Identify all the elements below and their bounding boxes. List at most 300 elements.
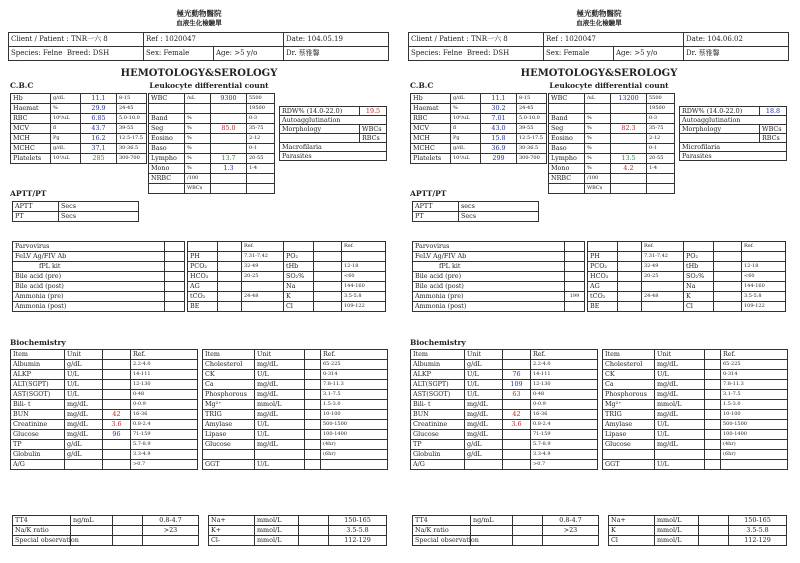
blood-gas-cell: tCO₂ xyxy=(188,292,218,302)
elec-cell: mmol/L xyxy=(655,526,699,536)
column-header xyxy=(684,242,714,252)
test-unit: g/dL xyxy=(465,450,503,460)
test-name: Seg xyxy=(549,124,585,134)
test-name: Glucose xyxy=(11,430,65,440)
column-header xyxy=(305,350,321,360)
blood-gas-cell: 32-49 xyxy=(242,262,284,272)
elec-row xyxy=(209,516,387,526)
morph-wbcs: WBCs xyxy=(760,125,787,134)
test-unit: mmol/L xyxy=(255,400,305,410)
column-header: Unit xyxy=(465,350,503,360)
test-value xyxy=(305,450,321,460)
test-ref: 14-111 xyxy=(131,370,198,380)
test-value xyxy=(611,174,647,184)
serology-value xyxy=(565,302,585,312)
test-value xyxy=(705,380,721,390)
test-unit: /uL xyxy=(585,94,611,104)
column-header: Unit xyxy=(65,350,103,360)
test-name: TP xyxy=(11,440,65,450)
rdw-value: 19.5 xyxy=(360,107,387,116)
test-value xyxy=(305,420,321,430)
test-name: ALKP xyxy=(11,370,65,380)
test-unit: Pg xyxy=(51,134,81,144)
elec-cell: Na+ xyxy=(609,516,655,526)
biochem-row xyxy=(603,390,788,400)
blood-gas-cell xyxy=(714,262,742,272)
cbc-row xyxy=(411,134,547,144)
blood-gas-cell: BE xyxy=(588,302,618,312)
test-value xyxy=(611,144,647,154)
cbc-row xyxy=(411,154,547,164)
serology-test: Bile acid (pre) xyxy=(13,272,165,282)
test-ref: 5.0-10.0 xyxy=(517,114,547,124)
test-unit: Pg xyxy=(451,134,481,144)
test-name: Lympho xyxy=(149,154,185,164)
leuko-row xyxy=(149,184,275,194)
biochem-row xyxy=(603,360,788,370)
test-value xyxy=(103,370,131,380)
biochem-left-table xyxy=(10,349,198,470)
table-header xyxy=(603,350,788,360)
test-name: Platelets xyxy=(411,154,451,164)
biochem-row xyxy=(203,360,388,370)
aptt-label: APTT xyxy=(413,202,459,212)
column-header: Unit xyxy=(255,350,305,360)
morph-rbcs: RBCs xyxy=(760,134,787,143)
blood-gas-row xyxy=(188,302,386,312)
test-name: Platelets xyxy=(11,154,51,164)
biochem-row xyxy=(203,400,388,410)
elec-cell: Cl xyxy=(609,536,655,546)
serology-row xyxy=(13,302,185,312)
biochem-row xyxy=(603,380,788,390)
serology-row xyxy=(13,252,185,262)
blood-gas-cell: tHb xyxy=(284,262,314,272)
test-value xyxy=(305,430,321,440)
test-ref: >0.7 xyxy=(131,460,198,470)
test-ref: 5500 xyxy=(647,94,675,104)
test-name: Ca xyxy=(203,380,255,390)
aptt-table xyxy=(12,201,139,222)
tt4-cell xyxy=(113,526,143,536)
test-ref: 12-130 xyxy=(531,380,598,390)
blood-gas-cell xyxy=(714,282,742,292)
blood-gas-cell xyxy=(242,302,284,312)
column-header: Ref. xyxy=(342,242,386,252)
rdw-value: 18.8 xyxy=(760,107,787,116)
elec-cell: mmol/L xyxy=(255,536,299,546)
elec-cell: mmol/L xyxy=(255,516,299,526)
test-name: AST(SGOT) xyxy=(411,390,465,400)
blood-gas-cell: SO₂% xyxy=(284,272,314,282)
test-value xyxy=(705,460,721,470)
blood-gas-cell: 3.5-5.8 xyxy=(742,292,786,302)
test-unit: 10⁶/uL xyxy=(51,114,81,124)
serology-row xyxy=(413,302,585,312)
blood-gas-cell: 24-48 xyxy=(242,292,284,302)
test-unit: fl xyxy=(451,124,481,134)
test-unit: mg/dL xyxy=(655,440,705,450)
test-unit: g/dL xyxy=(451,94,481,104)
test-name xyxy=(549,104,585,114)
test-unit: U/L xyxy=(65,380,103,390)
test-ref: (4hr) xyxy=(721,440,788,450)
test-value xyxy=(305,400,321,410)
test-value: 36.9 xyxy=(481,144,517,154)
test-ref: 24-45 xyxy=(517,104,547,114)
test-unit: /100 xyxy=(585,174,611,184)
test-value: 37.1 xyxy=(81,144,117,154)
biochem-right-table xyxy=(202,349,388,470)
test-value: 15.8 xyxy=(481,134,517,144)
test-value: 11.1 xyxy=(481,94,517,104)
test-unit: /uL xyxy=(185,94,211,104)
test-unit: % xyxy=(185,144,211,154)
test-value: 43.7 xyxy=(81,124,117,134)
section-title: HEMOTOLOGY&SEROLOGY xyxy=(120,68,278,79)
test-name: BUN xyxy=(411,410,465,420)
section-title: HEMOTOLOGY&SEROLOGY xyxy=(520,68,678,79)
report-date: Date: 104.05.19 xyxy=(284,33,389,47)
blood-gas-table xyxy=(187,241,386,312)
test-value xyxy=(705,360,721,370)
biochemistry-title: Biochemistry xyxy=(10,338,66,347)
leuko-row xyxy=(149,154,275,164)
test-ref: 5.7-8.9 xyxy=(531,440,598,450)
test-ref: 19500 xyxy=(647,104,675,114)
test-value: 3.6 xyxy=(103,420,131,430)
test-unit xyxy=(465,460,503,470)
cbc-row xyxy=(11,114,147,124)
test-value xyxy=(103,360,131,370)
test-name: ALT(SGPT) xyxy=(411,380,465,390)
column-header xyxy=(705,350,721,360)
pt-unit: Secs xyxy=(459,212,539,222)
blood-gas-cell xyxy=(218,272,242,282)
test-unit xyxy=(585,104,611,114)
biochem-row xyxy=(411,360,598,370)
test-ref: 2.2-4.0 xyxy=(131,360,198,370)
leuko-row xyxy=(549,94,675,104)
morph-wbcs: WBCs xyxy=(360,125,387,134)
biochem-left-table xyxy=(410,349,598,470)
test-ref: 3.1-7.5 xyxy=(321,390,388,400)
form-subtitle: 血液生化檢驗單 xyxy=(176,19,222,27)
biochem-row xyxy=(203,370,388,380)
serology-table xyxy=(12,241,185,312)
elec-cell xyxy=(299,536,329,546)
cbc-title: C.B.C xyxy=(410,81,434,90)
test-value xyxy=(503,430,531,440)
test-name: TRIG xyxy=(603,410,655,420)
test-unit: WBCs xyxy=(185,184,211,194)
blood-gas-cell: Cl xyxy=(684,302,714,312)
blood-gas-cell: 20-25 xyxy=(242,272,284,282)
blood-gas-row xyxy=(588,272,786,282)
column-header: Item xyxy=(411,350,465,360)
test-ref xyxy=(721,460,788,470)
test-unit: U/L xyxy=(465,390,503,400)
test-name: Haemat xyxy=(411,104,451,114)
serology-row xyxy=(413,272,585,282)
blood-gas-cell: <60 xyxy=(342,272,386,282)
blood-gas-cell xyxy=(618,262,642,272)
blood-gas-cell: PO₂ xyxy=(684,252,714,262)
test-name: NRBC xyxy=(549,174,585,184)
test-value xyxy=(503,400,531,410)
doctor: Dr. 蔡雅馨 xyxy=(684,47,789,61)
hospital-name: 極光動物醫院 xyxy=(176,9,222,18)
test-unit: mg/dL xyxy=(465,420,503,430)
leuko-row xyxy=(549,144,675,154)
blood-gas-cell: 3.5-5.8 xyxy=(342,292,386,302)
test-value: 13.7 xyxy=(211,154,247,164)
biochem-row xyxy=(603,420,788,430)
client-patient: Client / Patient : TNR一六 8 xyxy=(409,33,544,47)
test-value xyxy=(705,400,721,410)
test-unit: % xyxy=(585,124,611,134)
blood-gas-cell: Cl xyxy=(284,302,314,312)
test-unit xyxy=(65,460,103,470)
test-ref: 500-1500 xyxy=(321,420,388,430)
test-name: TP xyxy=(411,440,465,450)
test-ref: 20-55 xyxy=(647,154,675,164)
blood-gas-row xyxy=(588,252,786,262)
sex: Sex: Female xyxy=(544,47,614,61)
leuko-row xyxy=(549,174,675,184)
serology-value xyxy=(165,302,185,312)
test-value xyxy=(305,390,321,400)
autoagglutination: Autoagglutination xyxy=(680,116,787,125)
test-unit: mg/dL xyxy=(655,410,705,420)
leuko-row xyxy=(549,134,675,144)
test-ref: 10-100 xyxy=(321,410,388,420)
column-header xyxy=(588,242,618,252)
test-unit: fl xyxy=(51,124,81,134)
test-unit: % xyxy=(585,134,611,144)
test-name: Amylase xyxy=(203,420,255,430)
test-value: 30.2 xyxy=(481,104,517,114)
tt4-cell xyxy=(543,536,599,546)
test-ref: 35-75 xyxy=(647,124,675,134)
test-name: Cholesterol xyxy=(203,360,255,370)
test-ref: 5.7-8.9 xyxy=(131,440,198,450)
test-ref: 35-75 xyxy=(247,124,275,134)
rdw-label: RDW% (14.0-22.0) xyxy=(280,107,360,116)
serology-value xyxy=(565,272,585,282)
test-unit: U/L xyxy=(655,420,705,430)
blood-gas-cell xyxy=(314,272,342,282)
client-patient: Client / Patient : TNR一六 8 xyxy=(9,33,144,47)
test-name: MCV xyxy=(411,124,451,134)
test-unit: g/dL xyxy=(51,144,81,154)
blood-gas-cell: Na xyxy=(284,282,314,292)
table-header xyxy=(11,350,198,360)
test-unit: /100 xyxy=(185,174,211,184)
test-name: Hb xyxy=(11,94,51,104)
tt4-row xyxy=(413,526,599,536)
test-ref: 300-700 xyxy=(517,154,547,164)
biochem-row xyxy=(411,390,598,400)
tt4-row xyxy=(13,516,199,526)
blood-gas-header xyxy=(188,242,386,252)
test-value: 4.2 xyxy=(611,164,647,174)
test-name: Globulin xyxy=(411,450,465,460)
table-header xyxy=(411,350,598,360)
leuko-row xyxy=(549,104,675,114)
test-value xyxy=(305,460,321,470)
test-name: RBC xyxy=(11,114,51,124)
test-unit xyxy=(255,450,305,460)
blood-gas-cell: BE xyxy=(188,302,218,312)
breed: Breed: DSH xyxy=(66,49,110,57)
test-value: 9300 xyxy=(211,94,247,104)
leuko-title: Leukocyte differential count xyxy=(149,81,269,90)
test-value: 109 xyxy=(503,380,531,390)
elec-cell: K+ xyxy=(209,526,255,536)
cbc-table xyxy=(10,93,147,164)
biochem-row xyxy=(603,440,788,450)
blood-gas-cell: PCO₂ xyxy=(188,262,218,272)
test-name: Baso xyxy=(549,144,585,154)
leuko-row xyxy=(149,164,275,174)
test-name xyxy=(149,104,185,114)
test-ref: 12-130 xyxy=(131,380,198,390)
test-ref: 2-12 xyxy=(247,134,275,144)
rdw-label: RDW% (14.0-22.0) xyxy=(680,107,760,116)
biochem-row xyxy=(411,440,598,450)
cbc-row xyxy=(11,144,147,154)
test-value: 1.3 xyxy=(211,164,247,174)
test-unit: % xyxy=(185,114,211,124)
tt4-cell: 0.8-4.7 xyxy=(543,516,599,526)
test-name: WBC xyxy=(549,94,585,104)
test-value xyxy=(305,370,321,380)
test-unit: % xyxy=(185,154,211,164)
test-name: A/G xyxy=(411,460,465,470)
test-value xyxy=(305,410,321,420)
test-value xyxy=(611,114,647,124)
test-unit: g/dL xyxy=(465,360,503,370)
cbc-row xyxy=(11,104,147,114)
leuko-row xyxy=(149,144,275,154)
test-ref: 1.5-3.0 xyxy=(721,400,788,410)
test-unit: mg/dL xyxy=(255,390,305,400)
test-ref: 65-225 xyxy=(721,360,788,370)
test-ref: 0-0.9 xyxy=(531,400,598,410)
biochem-row xyxy=(411,380,598,390)
biochem-row xyxy=(603,460,788,470)
test-unit: % xyxy=(185,134,211,144)
biochem-row xyxy=(411,430,598,440)
elec-cell: Cl- xyxy=(209,536,255,546)
biochem-row xyxy=(203,420,388,430)
blood-gas-cell: AG xyxy=(188,282,218,292)
blood-gas-cell: <60 xyxy=(742,272,786,282)
patient-info-table xyxy=(408,32,789,61)
test-unit: g/dL xyxy=(465,440,503,450)
test-ref: 30-36.5 xyxy=(517,144,547,154)
elec-cell xyxy=(299,526,329,536)
test-ref: 30-36.5 xyxy=(117,144,147,154)
column-header: Ref. xyxy=(642,242,684,252)
test-name: Band xyxy=(149,114,185,124)
biochem-row xyxy=(603,410,788,420)
serology-row xyxy=(13,282,185,292)
test-ref: 0-314 xyxy=(321,370,388,380)
blood-gas-row xyxy=(188,282,386,292)
blood-gas-cell: 24-48 xyxy=(642,292,684,302)
elec-cell xyxy=(699,536,729,546)
test-unit: 10³/uL xyxy=(51,154,81,164)
blood-gas-cell xyxy=(314,252,342,262)
test-value xyxy=(211,174,247,184)
test-name xyxy=(149,184,185,194)
aptt-table xyxy=(412,201,539,222)
test-value: 299 xyxy=(481,154,517,164)
serology-test: fPL kit xyxy=(13,262,165,272)
aptt-title: APTT/PT xyxy=(10,189,47,198)
serology-value xyxy=(565,262,585,272)
serology-test: Ammonia (post) xyxy=(413,302,565,312)
test-value xyxy=(103,440,131,450)
tt4-row xyxy=(413,536,599,546)
test-name: Ca xyxy=(603,380,655,390)
elec-row xyxy=(609,526,787,536)
blood-gas-cell: PCO₂ xyxy=(588,262,618,272)
test-value xyxy=(103,380,131,390)
test-unit: mg/dL xyxy=(65,430,103,440)
test-ref: 3.3-4.9 xyxy=(131,450,198,460)
ref-number: Ref : 1020047 xyxy=(144,33,284,47)
serology-row xyxy=(13,292,185,302)
test-ref xyxy=(647,174,675,184)
test-ref xyxy=(247,174,275,184)
biochem-row xyxy=(411,400,598,410)
morphology: Morphology xyxy=(680,125,760,134)
test-ref: 1.5-3.0 xyxy=(321,400,388,410)
test-name: GGT xyxy=(603,460,655,470)
blood-gas-row xyxy=(188,272,386,282)
column-header: Ref. xyxy=(742,242,786,252)
blood-gas-cell: K xyxy=(284,292,314,302)
test-ref: 19500 xyxy=(247,104,275,114)
aptt-unit: secs xyxy=(459,202,539,212)
leuko-row xyxy=(549,164,675,174)
biochem-row xyxy=(411,450,598,460)
test-value: 96 xyxy=(103,430,131,440)
test-unit: U/L xyxy=(255,460,305,470)
test-value xyxy=(503,440,531,450)
test-value: 6.85 xyxy=(81,114,117,124)
test-value xyxy=(305,380,321,390)
tt4-cell xyxy=(513,516,543,526)
test-ref: 71-159 xyxy=(131,430,198,440)
test-ref: 0-3 xyxy=(647,114,675,124)
test-ref: 7.8-11.3 xyxy=(721,380,788,390)
biochem-row xyxy=(11,410,198,420)
leuko-row xyxy=(149,114,275,124)
sex: Sex: Female xyxy=(144,47,214,61)
blood-gas-cell: 7.31-7.42 xyxy=(242,252,284,262)
test-name: Baso xyxy=(149,144,185,154)
serology-row xyxy=(413,292,585,302)
test-value xyxy=(705,370,721,380)
test-unit: U/L xyxy=(465,370,503,380)
patient-info-table xyxy=(8,32,389,61)
test-value xyxy=(211,144,247,154)
test-ref: 8-15 xyxy=(517,94,547,104)
